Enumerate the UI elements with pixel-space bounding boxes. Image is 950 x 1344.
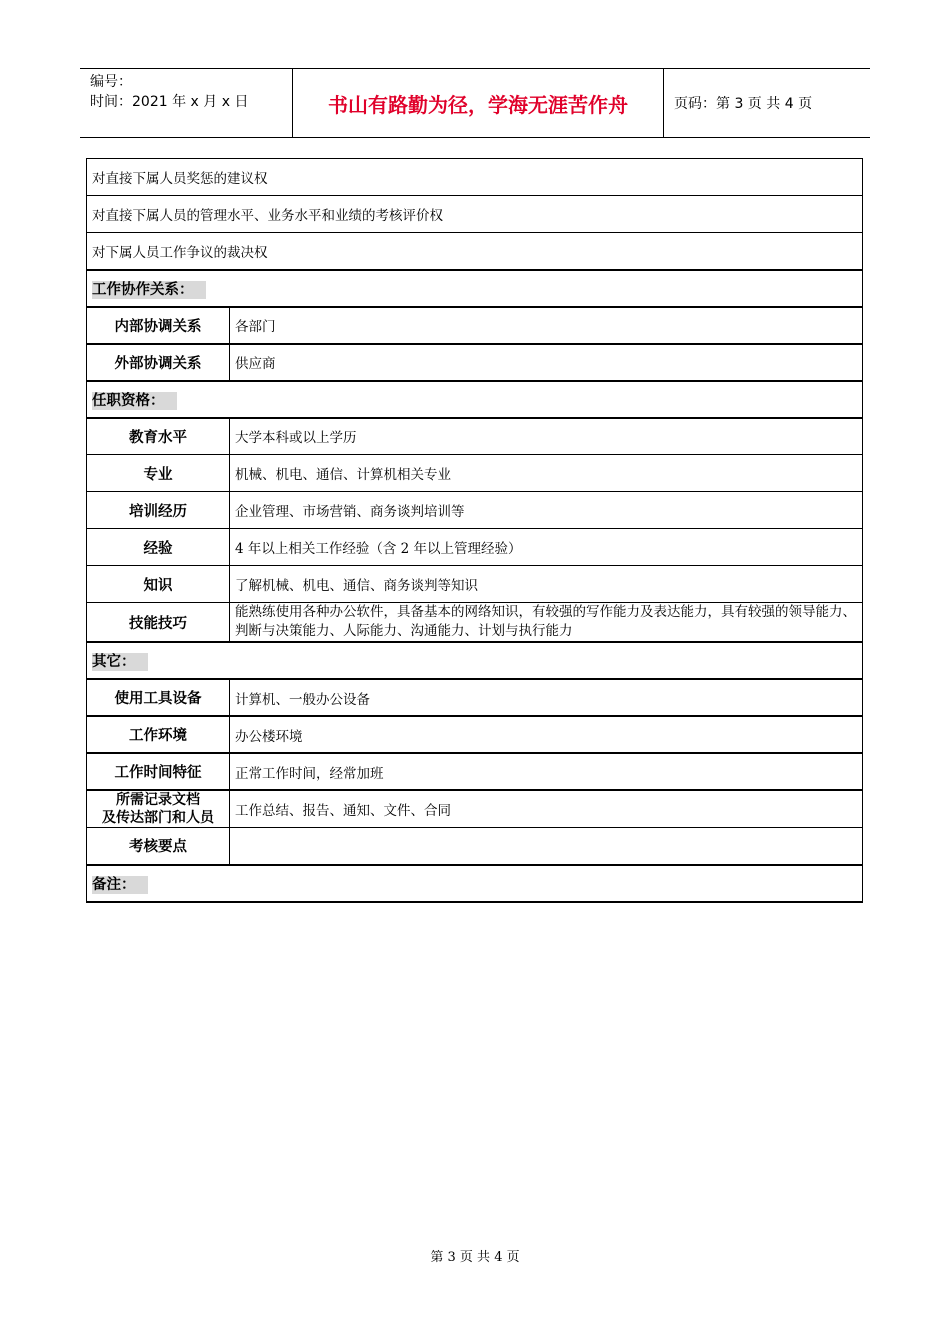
header-motto: 书山有路勤为径，学海无涯苦作舟 (293, 69, 664, 137)
section-header-row (87, 865, 863, 902)
table-row (87, 828, 863, 865)
page-footer: 第 3 页 共 4 页 (430, 1250, 520, 1265)
table-row (87, 716, 863, 753)
table-row (87, 418, 863, 455)
section-header-row (87, 381, 863, 418)
table-row (87, 566, 863, 603)
job-description-table (86, 158, 863, 903)
external-label: 外部协调关系 (87, 344, 230, 381)
table-row (87, 159, 863, 196)
skills-value: 能熟练使用各种办公软件，具备基本的网络知识，有较强的写作能力及表达能力，具有较强的领导能力、判断与决策能力、人际能力、沟通能力、计划与执行能力 (230, 603, 863, 643)
training-label: 培训经历 (87, 492, 230, 529)
tools-label: 使用工具设备 (87, 679, 230, 716)
authority-item: 对下属人员工作争议的裁决权 (87, 233, 863, 270)
major-label: 专业 (87, 455, 230, 492)
section-header-row (87, 642, 863, 679)
remarks-title: 备注： (92, 876, 148, 894)
table-row (87, 307, 863, 344)
qualifications-title: 任职资格： (92, 392, 177, 410)
page-header (80, 68, 870, 138)
table-row (87, 603, 863, 643)
experience-label: 经验 (87, 529, 230, 566)
education-value: 大学本科或以上学历 (230, 418, 863, 455)
docs-label-line1: 所需记录文档 (116, 792, 200, 808)
section-header-row (87, 270, 863, 307)
docs-value: 工作总结、报告、通知、文件、合同 (230, 790, 863, 828)
assessment-label: 考核要点 (87, 828, 230, 865)
table-row (87, 790, 863, 828)
authority-item: 对直接下属人员的管理水平、业务水平和业绩的考核评价权 (87, 196, 863, 233)
docs-label (87, 790, 230, 828)
docs-label-line2: 及传达部门和人员 (102, 810, 214, 826)
training-value: 企业管理、市场营销、商务谈判培训等 (230, 492, 863, 529)
table-row (87, 196, 863, 233)
major-value: 机械、机电、通信、计算机相关专业 (230, 455, 863, 492)
environment-label: 工作环境 (87, 716, 230, 753)
internal-value: 各部门 (230, 307, 863, 344)
experience-value: 4 年以上相关工作经验（含 2 年以上管理经验） (230, 529, 863, 566)
table-row (87, 529, 863, 566)
table-row (87, 455, 863, 492)
header-meta (80, 69, 293, 137)
table-row (87, 233, 863, 270)
serial-label: 编号： (90, 74, 132, 90)
table-row (87, 492, 863, 529)
knowledge-value: 了解机械、机电、通信、商务谈判等知识 (230, 566, 863, 603)
assessment-value (230, 828, 863, 865)
table-row (87, 753, 863, 790)
work-time-label: 工作时间特征 (87, 753, 230, 790)
tools-value: 计算机、一般办公设备 (230, 679, 863, 716)
authority-item: 对直接下属人员奖惩的建议权 (87, 159, 863, 196)
table-row (87, 344, 863, 381)
internal-label: 内部协调关系 (87, 307, 230, 344)
work-time-value: 正常工作时间，经常加班 (230, 753, 863, 790)
table-row (87, 679, 863, 716)
skills-label: 技能技巧 (87, 603, 230, 643)
other-title: 其它： (92, 653, 148, 671)
education-label: 教育水平 (87, 418, 230, 455)
environment-value: 办公楼环境 (230, 716, 863, 753)
external-value: 供应商 (230, 344, 863, 381)
knowledge-label: 知识 (87, 566, 230, 603)
header-page-info: 页码：第 3 页 共 4 页 (674, 96, 813, 112)
collaboration-title: 工作协作关系： (92, 281, 206, 299)
time-label: 时间：2021 年 x 月 x 日 (90, 94, 249, 110)
